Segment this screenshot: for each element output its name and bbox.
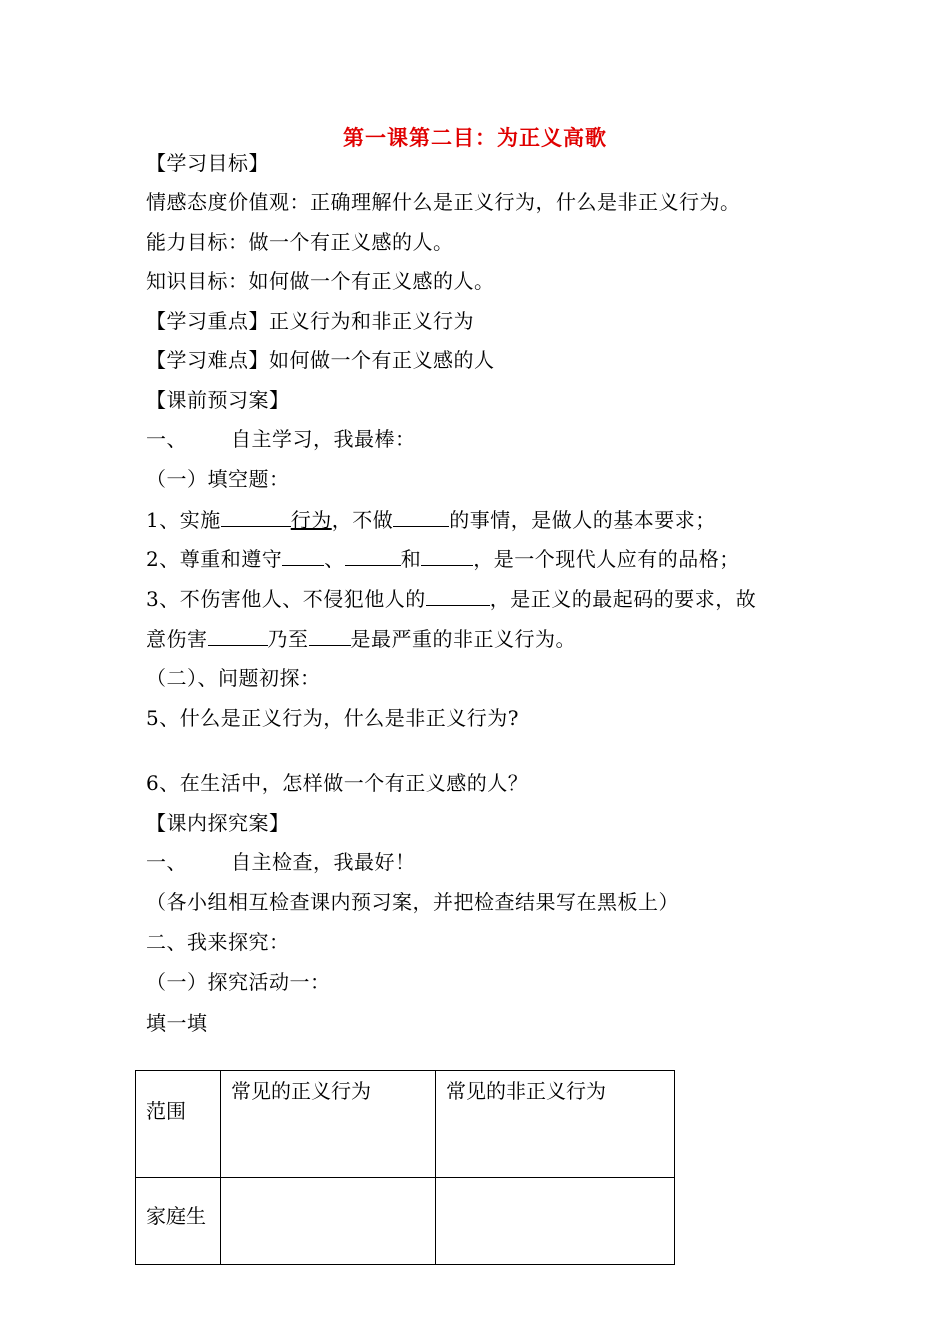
q2-text-d: ，是一个现代人应有的品格； xyxy=(473,547,740,571)
inclass-section-1 xyxy=(146,849,416,875)
key-point: 【学习重点】正义行为和非正义行为 xyxy=(146,309,474,333)
section-text: 自主检查，我最好！ xyxy=(231,850,416,874)
blank[interactable] xyxy=(421,545,473,566)
blank[interactable] xyxy=(393,506,449,527)
activity-1: （一）探究活动一： xyxy=(146,970,331,994)
inclass-heading: 【课内探究案】 xyxy=(146,811,290,835)
question-3-cont xyxy=(146,625,576,652)
question-2 xyxy=(146,545,740,572)
table-row xyxy=(136,1178,675,1265)
table-cell[interactable] xyxy=(436,1178,675,1265)
difficulty: 【学习难点】如何做一个有正义感的人 xyxy=(146,348,495,372)
q1-text-a: 1、实施 xyxy=(146,508,221,532)
blank[interactable] xyxy=(426,585,490,606)
q3-text-a: 3、不伤害他人、不侵犯他人的 xyxy=(146,587,426,611)
question-1 xyxy=(146,506,716,533)
section-text: 自主学习，我最棒： xyxy=(231,427,416,451)
explore-heading: （二）、问题初探： xyxy=(146,666,321,690)
table-cell: 家庭生 xyxy=(136,1178,221,1265)
goal-knowledge: 知识目标：如何做一个有正义感的人。 xyxy=(146,269,495,293)
question-5: 5、什么是正义行为，什么是非正义行为? xyxy=(146,706,519,730)
blank[interactable] xyxy=(309,625,351,646)
q2-text-b: 、 xyxy=(324,547,345,571)
goal-ability: 能力目标：做一个有正义感的人。 xyxy=(146,230,454,254)
goals-heading: 【学习目标】 xyxy=(146,151,269,175)
inclass-section-2: 二、我来探究： xyxy=(146,930,290,954)
goal-emotion: 情感态度价值观：正确理解什么是正义行为，什么是非正义行为。 xyxy=(146,190,741,214)
blank[interactable] xyxy=(208,625,268,646)
preview-heading: 【课前预习案】 xyxy=(146,388,290,412)
section-number: 一、 xyxy=(146,850,187,874)
table-header-cell: 常见的非正义行为 xyxy=(436,1071,675,1178)
q2-text-a: 2、尊重和遵守 xyxy=(146,547,283,571)
q3-text-d: 乃至 xyxy=(267,627,309,651)
q2-text-c: 和 xyxy=(400,547,422,571)
section-number: 一、 xyxy=(146,427,187,451)
blank[interactable] xyxy=(282,545,324,566)
q3-text-c: 意伤害 xyxy=(146,627,208,651)
table-header-cell: 常见的正义行为 xyxy=(221,1071,436,1178)
fill-heading: （一）填空题： xyxy=(146,467,290,491)
preview-section-1 xyxy=(146,426,416,452)
question-3 xyxy=(146,585,756,612)
page-title: 第一课第二目：为正义高歌 xyxy=(343,125,607,150)
fill-label: 填一填 xyxy=(146,1011,208,1035)
q1-text-c: ，不做 xyxy=(331,508,394,532)
blank[interactable] xyxy=(221,506,291,527)
table-header-cell: 范围 xyxy=(136,1071,221,1178)
table-cell[interactable] xyxy=(221,1178,436,1265)
q1-text-d: 的事情，是做人的基本要求； xyxy=(449,508,716,532)
q3-text-e: 是最严重的非正义行为。 xyxy=(350,627,576,651)
behavior-table xyxy=(135,1070,675,1265)
question-6: 6、在生活中，怎样做一个有正义感的人？ xyxy=(146,771,529,795)
table-header-row xyxy=(136,1071,675,1178)
q3-text-b: ，是正义的最起码的要求，故 xyxy=(489,587,757,611)
blank[interactable] xyxy=(345,545,401,566)
q1-text-b: 行为 xyxy=(290,508,332,532)
inclass-note: （各小组相互检查课内预习案，并把检查结果写在黑板上） xyxy=(146,890,679,914)
